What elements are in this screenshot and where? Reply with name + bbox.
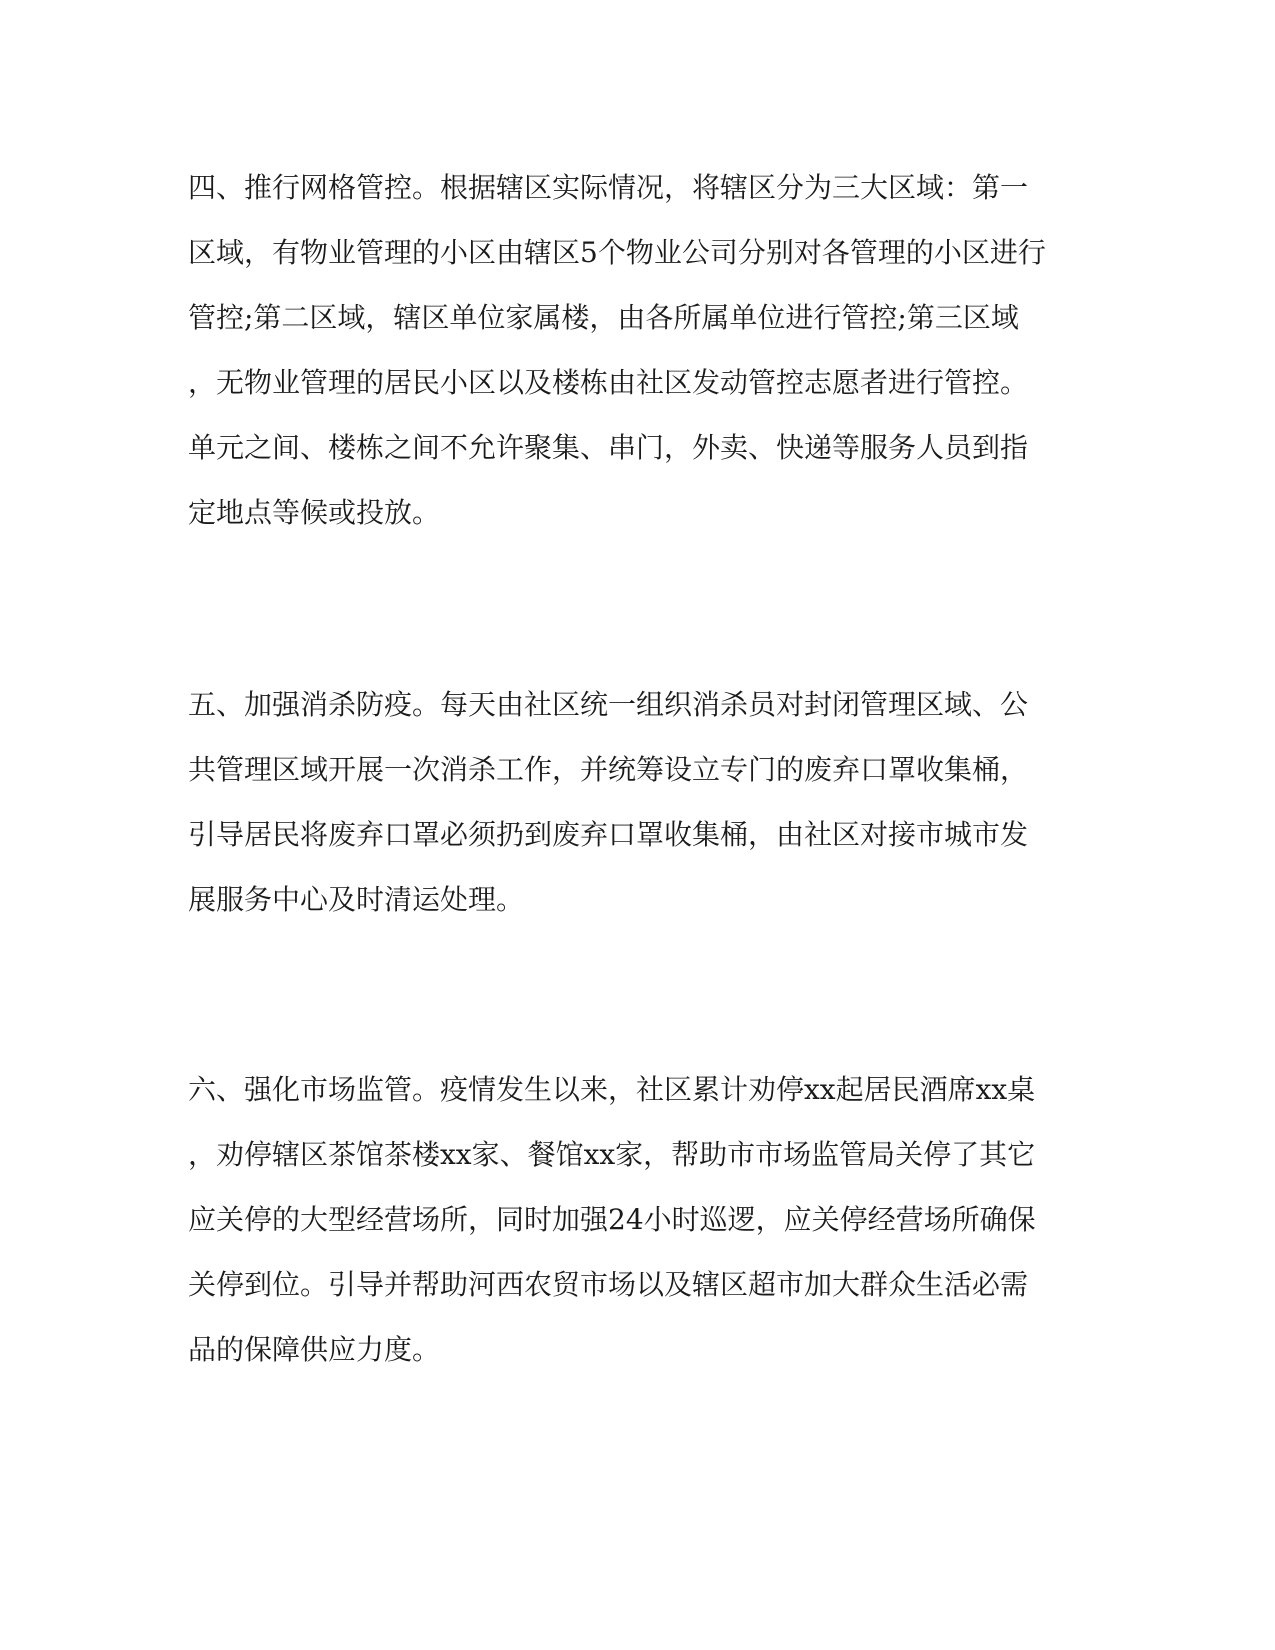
text-line: ，劝停辖区茶馆茶楼xx家、餐馆xx家，帮助市市场监管局关停了其它: [188, 1138, 1036, 1171]
text-line: 四、推行网格管控。根据辖区实际情况，将辖区分为三大区域：第一: [188, 171, 1029, 204]
text-line: 共管理区域开展一次消杀工作，并统筹设立专门的废弃口罩收集桶，: [188, 753, 1029, 786]
text-line: ，无物业管理的居民小区以及楼栋由社区发动管控志愿者进行管控。: [188, 366, 1029, 399]
text-line: 应关停的大型经营场所，同时加强24小时巡逻，应关停经营场所确保: [188, 1203, 1036, 1236]
text-line: 单元之间、楼栋之间不允许聚集、串门，外卖、快递等服务人员到指: [188, 431, 1029, 464]
text-line: 品的保障供应力度。: [188, 1333, 441, 1366]
paragraph-disinfection: [188, 672, 1088, 932]
text-line: 引导居民将废弃口罩必须扔到废弃口罩收集桶，由社区对接市城市发: [188, 818, 1029, 851]
text-line: 管控;第二区域，辖区单位家属楼，由各所属单位进行管控;第三区域: [188, 301, 1019, 334]
text-line: 定地点等候或投放。: [188, 496, 441, 529]
text-line: 五、加强消杀防疫。每天由社区统一组织消杀员对封闭管理区域、公: [188, 688, 1029, 721]
paragraph-market-supervision: [188, 1057, 1088, 1382]
text-line: 关停到位。引导并帮助河西农贸市场以及辖区超市加大群众生活必需: [188, 1268, 1029, 1301]
text-line: 区域，有物业管理的小区由辖区5个物业公司分别对各管理的小区进行: [188, 236, 1046, 269]
text-line: 六、强化市场监管。疫情发生以来，社区累计劝停xx起居民酒席xx桌: [188, 1073, 1036, 1106]
paragraph-grid-management: [188, 155, 1088, 545]
text-line: 展服务中心及时清运处理。: [188, 883, 525, 916]
